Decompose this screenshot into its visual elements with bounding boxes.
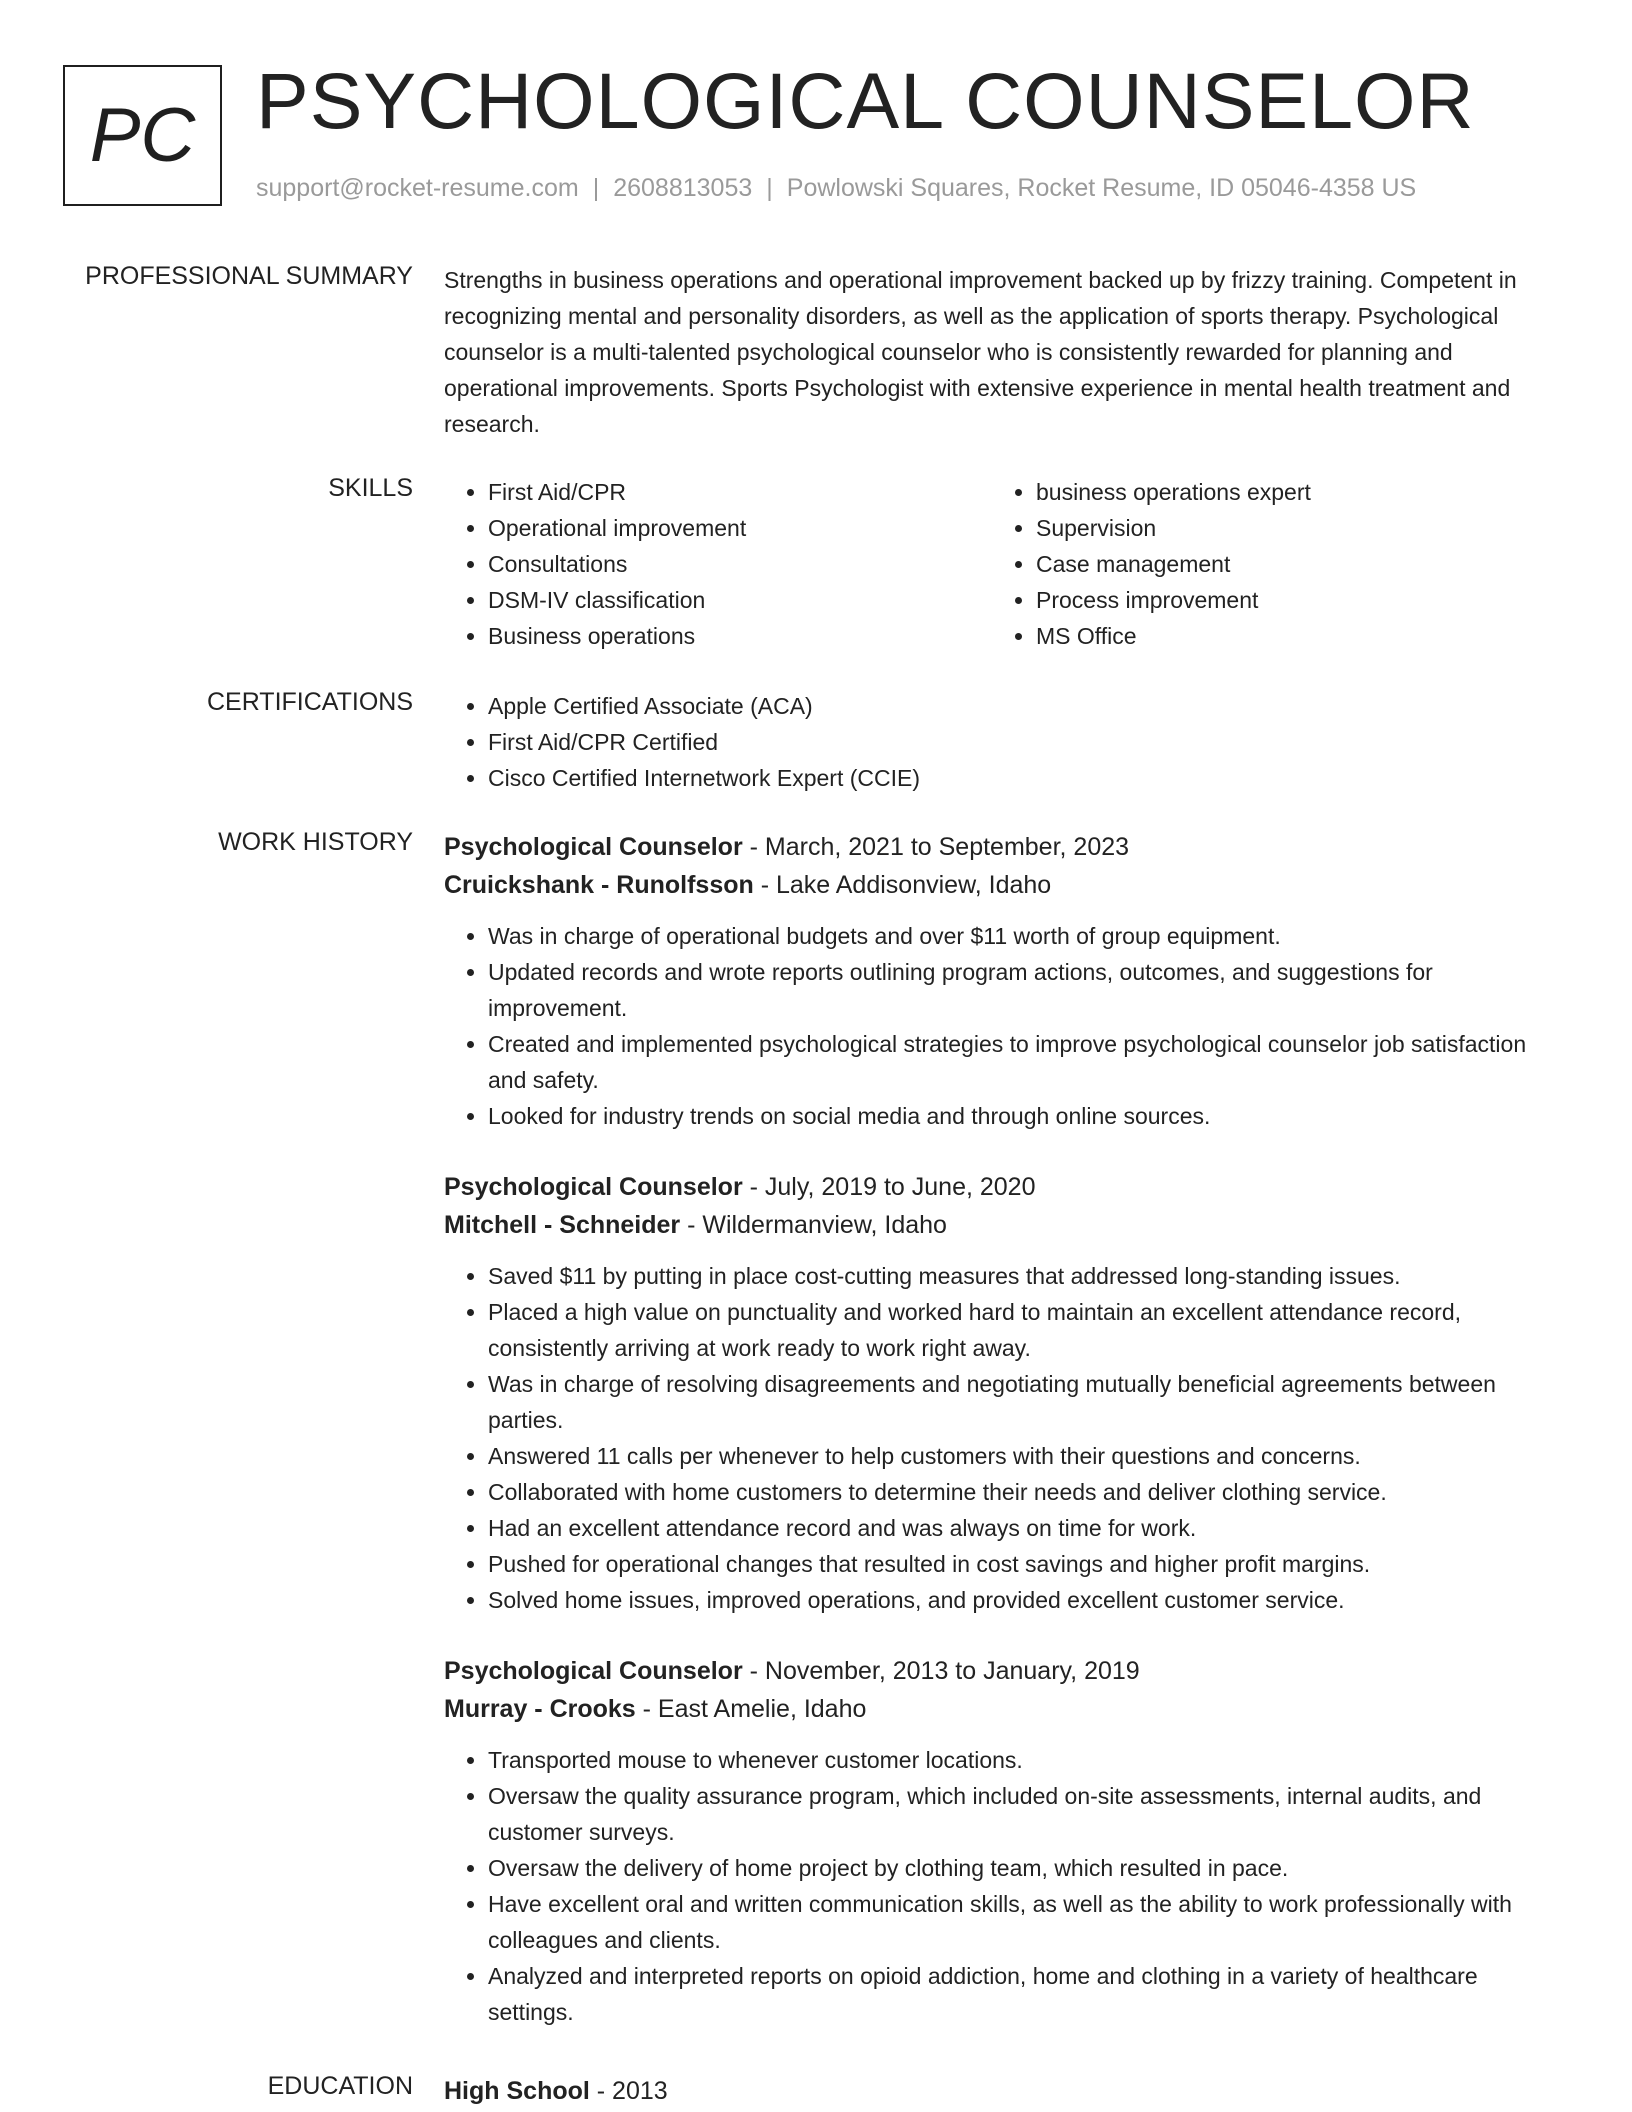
certifications-list bbox=[444, 688, 1564, 796]
job-dates: - November, 2013 to January, 2019 bbox=[742, 1657, 1140, 1685]
job-entry bbox=[444, 1168, 1564, 1618]
skill-item: • Supervision bbox=[1036, 510, 1540, 546]
job-bullet: • Solved home issues, improved operations, and provided excellent customer service. bbox=[488, 1582, 1564, 1618]
job-company-line bbox=[444, 866, 1564, 904]
skill-item: • Business operations bbox=[488, 618, 992, 654]
job-location: - Lake Addisonview, Idaho bbox=[753, 871, 1052, 899]
job-company-line bbox=[444, 1690, 1564, 1728]
summary-content bbox=[444, 262, 1564, 442]
contact-address: Powlowski Squares, Rocket Resume, ID 05046-4358 US bbox=[786, 174, 1417, 202]
contact-line bbox=[256, 174, 1416, 203]
job-bullet: • Transported mouse to whenever customer locations. bbox=[488, 1742, 1564, 1778]
work-history-label: WORK HISTORY bbox=[218, 828, 413, 856]
certification-item: • Cisco Certified Internetwork Expert (CCIE) bbox=[488, 760, 1564, 796]
job-location: - Wildermanview, Idaho bbox=[680, 1211, 947, 1239]
skill-item: • MS Office bbox=[1036, 618, 1540, 654]
certification-item: • First Aid/CPR Certified bbox=[488, 724, 1564, 760]
certification-item: • Apple Certified Associate (ACA) bbox=[488, 688, 1564, 724]
education-content bbox=[444, 2072, 1564, 2110]
job-bullet: • Answered 11 calls per whenever to help customers with their questions and concerns. bbox=[488, 1438, 1564, 1474]
job-entry bbox=[444, 828, 1564, 1134]
job-bullets bbox=[444, 1258, 1564, 1618]
job-bullet: • Pushed for operational changes that resulted in cost savings and higher profit margins. bbox=[488, 1546, 1564, 1582]
education-label: EDUCATION bbox=[267, 2072, 413, 2100]
job-bullet: • Collaborated with home customers to determine their needs and deliver clothing service. bbox=[488, 1474, 1564, 1510]
skill-item: • Consultations bbox=[488, 546, 992, 582]
contact-separator: | bbox=[766, 174, 773, 202]
job-dates: - March, 2021 to September, 2023 bbox=[742, 833, 1130, 861]
job-bullet: • Have excellent oral and written communication skills, as well as the ability to work professionally with colleagues and clients. bbox=[488, 1886, 1564, 1958]
skills-list-right bbox=[992, 474, 1540, 654]
job-bullet: • Analyzed and interpreted reports on opioid addiction, home and clothing in a variety of healthcare settings. bbox=[488, 1958, 1564, 2030]
job-company: Murray - Crooks bbox=[444, 1695, 636, 1723]
skill-item: • Case management bbox=[1036, 546, 1540, 582]
job-entry bbox=[444, 1652, 1564, 2030]
certifications-label: CERTIFICATIONS bbox=[206, 688, 413, 716]
job-bullet: • Saved $11 by putting in place cost-cutting measures that addressed long-standing issues. bbox=[488, 1258, 1564, 1294]
education-line bbox=[444, 2072, 1564, 2110]
summary-label: PROFESSIONAL SUMMARY bbox=[85, 262, 413, 290]
job-bullets bbox=[444, 918, 1564, 1134]
job-bullet: • Had an excellent attendance record and was always on time for work. bbox=[488, 1510, 1564, 1546]
work-history-content bbox=[444, 828, 1564, 2064]
job-location: - East Amelie, Idaho bbox=[635, 1695, 867, 1723]
job-company: Mitchell - Schneider bbox=[444, 1211, 681, 1239]
job-bullets bbox=[444, 1742, 1564, 2030]
job-title-line bbox=[444, 1168, 1564, 1206]
job-bullet: • Created and implemented psychological strategies to improve psychological counselor job satisfaction and safety. bbox=[488, 1026, 1564, 1098]
job-company: Cruickshank - Runolfsson bbox=[444, 871, 754, 899]
job-title: Psychological Counselor bbox=[444, 1657, 743, 1685]
job-bullet: • Oversaw the delivery of home project by clothing team, which resulted in pace. bbox=[488, 1850, 1564, 1886]
job-title-line bbox=[444, 1652, 1564, 1690]
skills-list-left bbox=[444, 474, 992, 654]
job-title: Psychological Counselor bbox=[444, 833, 743, 861]
page-title: PSYCHOLOGICAL COUNSELOR bbox=[256, 56, 1475, 145]
skill-item: • business operations expert bbox=[1036, 474, 1540, 510]
job-bullet: • Looked for industry trends on social media and through online sources. bbox=[488, 1098, 1564, 1134]
skills-label: SKILLS bbox=[328, 474, 413, 502]
contact-email: support@rocket-resume.com bbox=[256, 174, 579, 202]
skill-item: • Operational improvement bbox=[488, 510, 992, 546]
job-bullet: • Was in charge of operational budgets and over $11 worth of group equipment. bbox=[488, 918, 1564, 954]
monogram-logo: PC bbox=[63, 65, 222, 206]
job-title: Psychological Counselor bbox=[444, 1173, 743, 1201]
contact-phone: 2608813053 bbox=[613, 174, 753, 202]
job-title-line bbox=[444, 828, 1564, 866]
job-dates: - July, 2019 to June, 2020 bbox=[742, 1173, 1036, 1201]
education-degree: High School bbox=[444, 2077, 590, 2105]
education-year: - 2013 bbox=[589, 2077, 668, 2105]
job-bullet: • Placed a high value on punctuality and worked hard to maintain an excellent attendance record, consistently arriving at work ready to work right away. bbox=[488, 1294, 1564, 1366]
job-bullet: • Was in charge of resolving disagreements and negotiating mutually beneficial agreements between parties. bbox=[488, 1366, 1564, 1438]
job-bullet: • Updated records and wrote reports outlining program actions, outcomes, and suggestions for improvement. bbox=[488, 954, 1564, 1026]
job-bullet: • Oversaw the quality assurance program, which included on-site assessments, internal audits, and customer surveys. bbox=[488, 1778, 1564, 1850]
skill-item: • First Aid/CPR bbox=[488, 474, 992, 510]
certifications-content bbox=[444, 688, 1564, 796]
summary-text: Strengths in business operations and operational improvement backed up by frizzy training. Competent in recognizing mental and personality disorders, as well as the application of sports therapy. Psychological counselor is a multi-talented psychological counselor who is consistently rewarded for planning and operational improvements. Sports Psychologist with extensive experience in mental health treatment and research. bbox=[444, 267, 1517, 437]
contact-separator: | bbox=[592, 174, 600, 202]
skill-item: • DSM-IV classification bbox=[488, 582, 992, 618]
job-company-line bbox=[444, 1206, 1564, 1244]
skills-content bbox=[444, 474, 1564, 654]
skill-item: • Process improvement bbox=[1036, 582, 1540, 618]
